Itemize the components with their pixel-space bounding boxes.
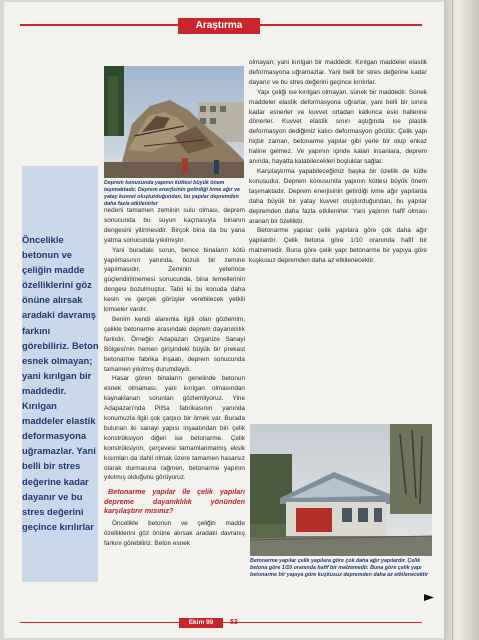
issue-date: Ekim 99 xyxy=(188,619,214,626)
collapsed-building-photo xyxy=(104,66,244,178)
paragraph: olmayan; yani kırılgan bir maddedir. Kırılgan maddeler elastik deformasyona uğramazlar. Yani belli bir stres değerine kadar dayanır ve bu stres değerini geçince kırılırlar. xyxy=(249,59,427,86)
right-column xyxy=(249,58,427,266)
interview-question: Betonarme yapılar ile çelik yapıları depreme dayanıklılık yönünden karşılaştırır mısınız? xyxy=(104,487,245,516)
page-spine xyxy=(444,0,479,640)
page-number: 53 xyxy=(230,619,238,626)
paragraph: Öncelikle betonun ve çeliğin madde özelliklerini göz önüne alırsak aradaki davranış farkını görebiliriz. Beton esnek xyxy=(104,519,245,547)
paragraph: Yani buradaki sorun, bence binaların kötü yapılmasının yanında, bozuk bir zemine yapılmasıdır. Zeminin yeterince güçlendirilmemesi sonucunda, bina temellerinin dengesi bozulmuştur. Tabii ki bu konuda daha kesin ve gerçek görüşler verebilecek yetkili kimseler vardır. xyxy=(104,246,245,314)
steel-building-image xyxy=(250,424,432,556)
paragraph: Hasar gören binaların genelinde betonun esnek olmaması, yani kırılgan olmasından kaynaklanan sorunları gözlemliyoruz. Yine Adapazarı'nda PilSa fabrikasının yanında konumuzla ilgili çok çarpıcı bir örnek var. Burada bulunan iki sanayi yapısı inşaatından biri çelik konstrüksiyon diğeri ise betonarme. Çelik konstrüksiyon, çerçevesi tamamlanmamış eksik kısımları da dahil olmak üzere tamamen hasarsız olarak durmasına rağmen, betonarme yapının yıkılmış olduğunu görüyoruz. xyxy=(104,375,245,482)
section-header: Araştırma xyxy=(178,18,260,34)
steel-building-photo xyxy=(250,424,432,556)
collapsed-building-image xyxy=(104,66,244,178)
middle-column xyxy=(104,206,245,549)
paragraph: Betonarme yapılar çelik yapılara göre çok daha ağır yapılardır. Çelik betona göre 1/10 oranında hafif bir malzemedir. Buna göre çelik yapı betonarme bir yapıya göre kuşkusuz depremden daha az etkilenecektir. xyxy=(249,227,427,265)
paragraph: Yapı çeliği ise kırılgan olmayan, sünek bir maddedir. Sünek maddeler elastik deformasyona uğrarlar, yani belli bir sınıra kadar esnerler ve kuvvet ortadan kalkınca eski hallerine dönerler. Kuvvet elastik sınırı aştığında ise plastik deformasyon dediğimiz kalıcı deformasyon görülür. Çelik yapı hiçbir zaman, betonarme yapılar gibi yerle bir olup enkaz haline gelmez. Ve yapının içinde kalan insanlara, deprem anında, hayatta kalabilecekleri boşluklar sağlar. xyxy=(249,88,427,166)
bottom-photo-caption: Betonarme yapılar çelik yapılara göre çok daha ağır yapılardır. Çelik betona göre 1/10 oranında hafif bir malzemedir. Buna göre çelik yapı betonarme bir yapıya göre kuşkusuz depremden daha az etkilenecektir xyxy=(250,558,429,578)
top-photo-caption: Deprem konusunda yapının kütlesi büyük önem taşımaktadır. Deprem enerjisinin getirdiği ivme ağır ve yatay kuvvet oluşturduğundan, bu yapılar depremden daha fazla etkilenirler xyxy=(104,180,241,207)
pull-quote: Öncelikle betonun ve çeliğin madde özelliklerini göz önüne alırsak aradaki davranış farkını görebiliriz. Beton esnek olmayan; yani kırılgan bir maddedir. Kırılgan maddeler elastik deformasyona uğramazlar. Yani belli bir stres değerine kadar dayanır ve bu stres değerini geçince kırılırlar xyxy=(22,234,99,532)
paragraph: Benim kendi alanımla ilgili olan gözlemim, çelikle betonarme arasındaki deprem dayanıklılık farkıdır. Örneğin Adapazarı Organize Sanayi Bölgesi'nin hemen girişindeki büyük bir prekast betonarme fabrika inşaatı, deprem sonucunda tamamen yıkılmış durumdaydı. xyxy=(104,315,245,373)
paragraph: nedeni tamamen zeminin sulu olması, deprem sonucunda bu suyun kaçmasıyla binanın dengesini yitirmesidir. Birçok bina da bu yana yatma sonucunda yıkılmıştır. xyxy=(104,207,245,244)
spine-fold xyxy=(452,0,453,640)
continue-arrow-icon xyxy=(424,594,434,601)
paragraph: Karşılaştırma yapabileceğimiz başka bir özellik de kütle konusudur. Deprem konusunda yapının kütlesi büyük önem taşımaktadır. Deprem enerjisinin getirdiği ivme ağır yapılarda daha büyük bir yatay kuvvet oluşturduğundan, bu yapılar depremden daha fazla etkilenirler. Yani yapının hafif olması aranan bir özelliktir. xyxy=(249,167,427,225)
